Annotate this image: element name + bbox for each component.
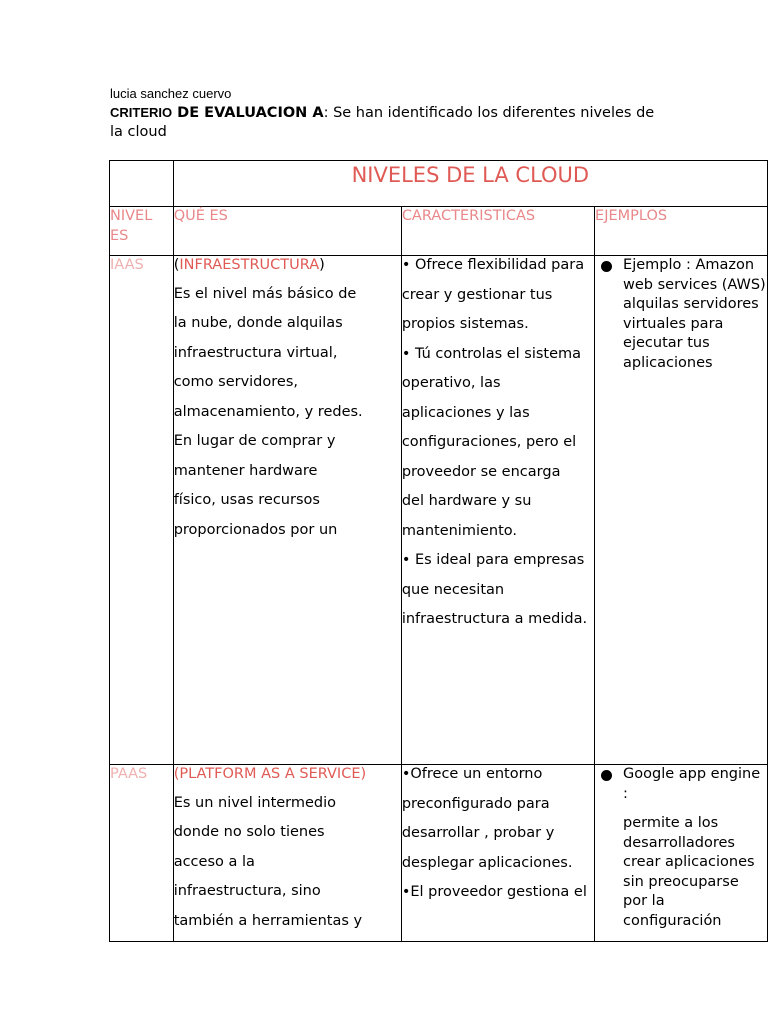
caracteristicas-iaas xyxy=(401,256,594,765)
que-es-line: acceso a la xyxy=(173,853,255,870)
que-es-line: almacenamiento, y redes. xyxy=(173,403,363,420)
ejemplo-item xyxy=(623,765,767,804)
que-es-line: donde no solo tienes xyxy=(173,824,325,840)
header-niveles: NIVEL ES xyxy=(110,207,174,256)
que-es-title: INFRAESTRUCTURA xyxy=(179,257,320,273)
ejemplo-item xyxy=(623,256,767,373)
caract-line: desplegar aplicaciones. xyxy=(401,854,573,871)
table-row xyxy=(110,765,768,942)
que-es-paas xyxy=(173,765,401,942)
que-es-line: Es el nivel más básico de xyxy=(173,285,357,302)
que-es-line: como servidores, xyxy=(173,374,298,390)
ejemplos-list xyxy=(595,256,767,373)
caract-line: mantenimiento. xyxy=(401,522,518,539)
bullet-icon xyxy=(601,770,612,781)
que-es-line: también a herramientas y xyxy=(173,912,363,929)
author-name: lucia sanchez cuervo xyxy=(110,86,232,101)
bullet-icon xyxy=(601,261,612,272)
caracteristicas-paas xyxy=(401,765,594,942)
caract-line: operativo, las xyxy=(401,375,501,391)
table-title: NIVELES DE LA CLOUD xyxy=(173,161,767,207)
table-header-row xyxy=(110,207,768,256)
header-que-es: QUÉ ES xyxy=(173,207,401,256)
caract-line: •Ofrece un entorno xyxy=(401,766,543,782)
caract-line: desarrollar , probar y xyxy=(401,825,555,841)
caract-line: crear y gestionar tus xyxy=(401,286,553,303)
que-es-line: infraestructura, sino xyxy=(173,883,321,899)
que-es-line: físico, usas recursos xyxy=(173,492,320,508)
caract-line: • Es ideal para empresas xyxy=(401,552,585,568)
caract-line: del hardware y su xyxy=(401,493,532,509)
que-es-line: infraestructura virtual, xyxy=(173,344,338,361)
caract-line: • Tú controlas el sistema xyxy=(401,345,582,362)
title-empty-cell xyxy=(110,161,174,207)
caract-line: preconfigurado para xyxy=(401,795,550,812)
nivel-iaas: IAAS xyxy=(110,256,174,765)
ejemplo-continuation: permite a los desarrolladores crear aplicaciones sin preocuparse por la configuración xyxy=(623,815,755,929)
caract-line: configuraciones, pero el xyxy=(401,434,577,450)
caract-line: propios sistemas. xyxy=(401,316,529,332)
paren-close: ) xyxy=(319,257,325,273)
que-es-line: mantener hardware xyxy=(173,462,318,479)
caract-line: aplicaciones y las xyxy=(401,404,530,421)
ejemplos-paas xyxy=(595,765,768,942)
que-es-line: Es un nivel intermedio xyxy=(173,794,337,811)
caract-line: proveedor se encarga xyxy=(401,463,561,480)
criterio-text: : Se han identificado los diferentes niveles de la cloud xyxy=(110,105,655,140)
header-caracteristicas: CARACTERISTICAS xyxy=(401,207,594,256)
criterio-statement xyxy=(110,103,670,142)
que-es-iaas xyxy=(173,256,401,765)
caract-line: infraestructura a medida. xyxy=(401,611,588,627)
paren-open: ( xyxy=(173,257,180,273)
caract-line: •El proveedor gestiona el xyxy=(401,884,587,900)
table-title-row xyxy=(110,161,768,207)
criterio-label-small: CRITERIO xyxy=(110,105,173,120)
que-es-line: la nube, donde alquilas xyxy=(173,315,343,331)
caract-line: que necesitan xyxy=(401,581,505,598)
ejemplo-text: Google app engine : xyxy=(623,766,761,802)
que-es-line: proporcionados por un xyxy=(173,521,338,538)
table-row xyxy=(110,256,768,765)
que-es-line: En lugar de comprar y xyxy=(173,433,336,449)
caract-line: • Ofrece flexibilidad para xyxy=(401,257,585,273)
ejemplos-list xyxy=(595,765,767,804)
que-es-title: (PLATFORM AS A SERVICE) xyxy=(173,766,367,782)
criterio-label-big: DE EVALUACION A xyxy=(172,105,324,121)
ejemplo-text: Ejemplo : Amazon web services (AWS) alquilas servidores virtuales para ejecutar tus aplicaciones xyxy=(623,257,766,371)
nivel-paas: PAAS xyxy=(110,765,174,942)
header-ejemplos: EJEMPLOS xyxy=(595,207,768,256)
ejemplos-iaas xyxy=(595,256,768,765)
cloud-levels-table xyxy=(109,160,768,942)
